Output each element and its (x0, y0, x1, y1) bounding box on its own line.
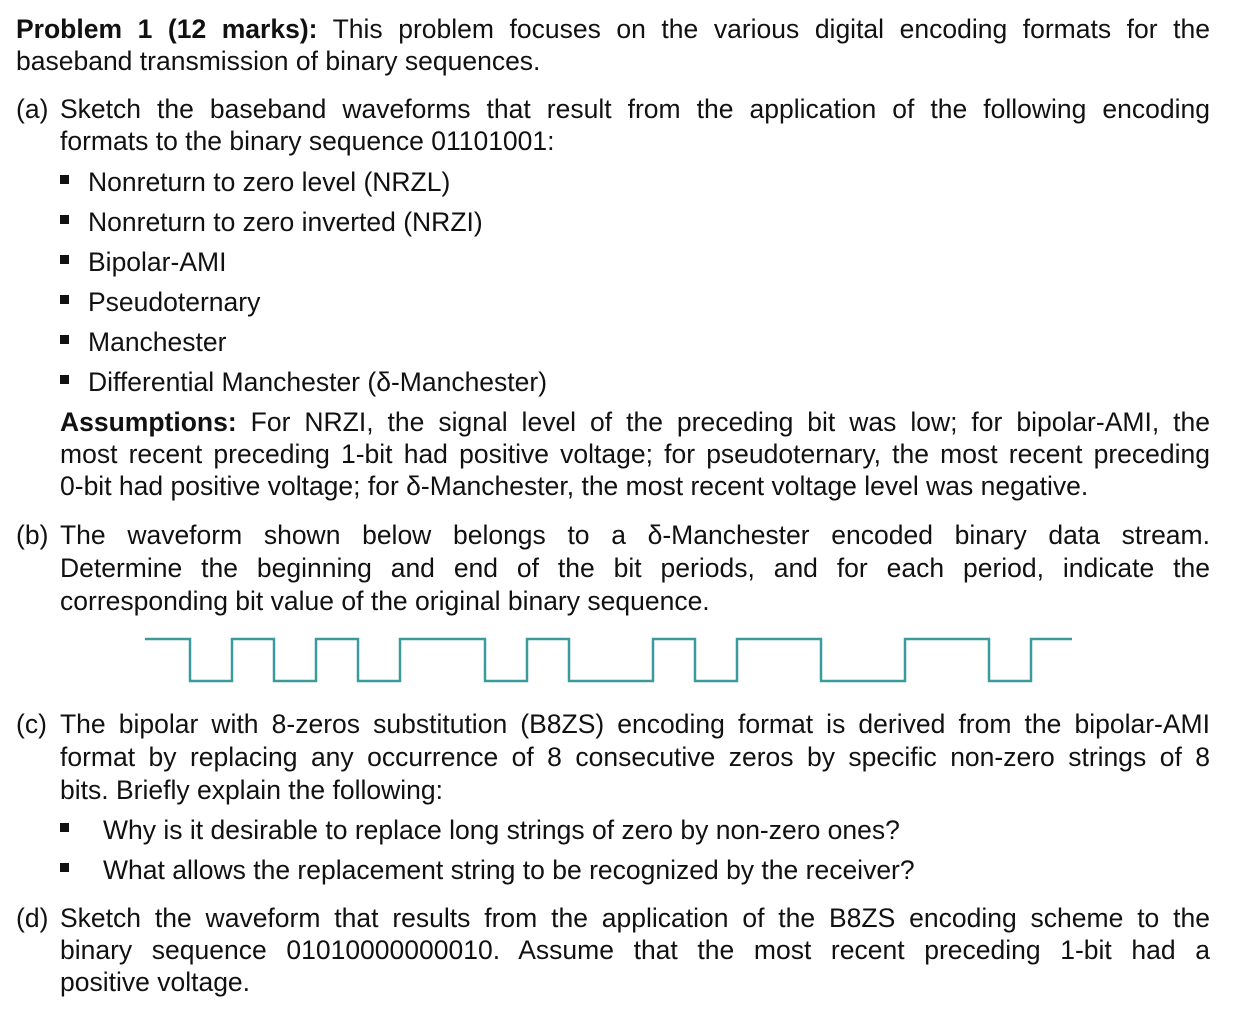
bullet-text: Why is it desirable to replace long strings of zero by non-zero ones? (103, 815, 900, 845)
list-item (60, 848, 915, 890)
intro-text: This problem focuses on the various digital encoding formats for the (317, 14, 1210, 44)
bullet-square-icon (60, 863, 69, 872)
list-item (60, 200, 483, 242)
assumptions-text: For NRZI, the signal level of the preceding bit was low; for bipolar-AMI, the (236, 407, 1210, 437)
bullet-text: What allows the replacement string to be recognized by the receiver? (103, 855, 915, 885)
list-item (60, 360, 547, 402)
part-d-label: (d) (16, 903, 49, 933)
problem-heading: Problem 1 (12 marks): (16, 14, 318, 44)
part-c-line2: format by replacing any occurrence of 8 consecutive zeros by specific non-zero strings of 8 (60, 742, 1210, 772)
part-c-line3: bits. Briefly explain the following: (60, 775, 443, 805)
list-item (60, 160, 450, 202)
assumptions-line1 (60, 406, 1210, 438)
bullet-text: Bipolar-AMI (88, 247, 227, 277)
part-b-line2: Determine the beginning and end of the bit periods, and for each period, indicate the (60, 553, 1210, 583)
bullet-square-icon (60, 823, 69, 832)
bullet-text: Nonreturn to zero inverted (NRZI) (88, 207, 483, 237)
waveform-line (145, 639, 1072, 681)
bullet-square-icon (60, 295, 69, 304)
part-b-line1: The waveform shown below belongs to a δ-Manchester encoded binary data stream. (60, 520, 1210, 550)
bullet-text: Manchester (88, 327, 227, 357)
bullet-square-icon (60, 175, 69, 184)
part-d-line3: positive voltage. (60, 967, 251, 997)
assumptions-line3: 0-bit had positive voltage; for δ-Manchester, the most recent voltage level was negative. (60, 471, 1089, 501)
list-item (60, 280, 260, 322)
part-c-line1: The bipolar with 8-zeros substitution (B8ZS) encoding format is derived from the bipolar-AMI (60, 709, 1210, 739)
list-item (60, 808, 900, 850)
part-c-label: (c) (16, 709, 47, 739)
part-b-label: (b) (16, 520, 49, 550)
bullet-square-icon (60, 375, 69, 384)
part-a-line2: formats to the binary sequence 01101001: (60, 126, 555, 156)
bullet-text: Differential Manchester (δ-Manchester) (88, 367, 548, 397)
list-item (60, 240, 226, 282)
manchester-waveform (140, 628, 1080, 690)
bullet-text: Nonreturn to zero level (NRZL) (88, 167, 451, 197)
part-a-label: (a) (16, 94, 49, 124)
problem-intro-line1 (16, 13, 1210, 45)
problem-intro-line2: baseband transmission of binary sequences. (16, 46, 541, 76)
part-a-line1: Sketch the baseband waveforms that result from the application of the following encoding (60, 94, 1210, 124)
bullet-square-icon (60, 335, 69, 344)
bullet-square-icon (60, 255, 69, 264)
bullet-text: Pseudoternary (88, 287, 261, 317)
part-b-line3: corresponding bit value of the original binary sequence. (60, 586, 710, 616)
bullet-square-icon (60, 215, 69, 224)
assumptions-line2: most recent preceding 1-bit had positive voltage; for pseudoternary, the most recent preceding (60, 439, 1210, 469)
list-item (60, 320, 226, 362)
part-d-line1: Sketch the waveform that results from the application of the B8ZS encoding scheme to the (60, 903, 1210, 933)
part-d-line2: binary sequence 01010000000010. Assume that the most recent preceding 1-bit had a (60, 935, 1210, 965)
assumptions-label: Assumptions: (60, 407, 237, 437)
